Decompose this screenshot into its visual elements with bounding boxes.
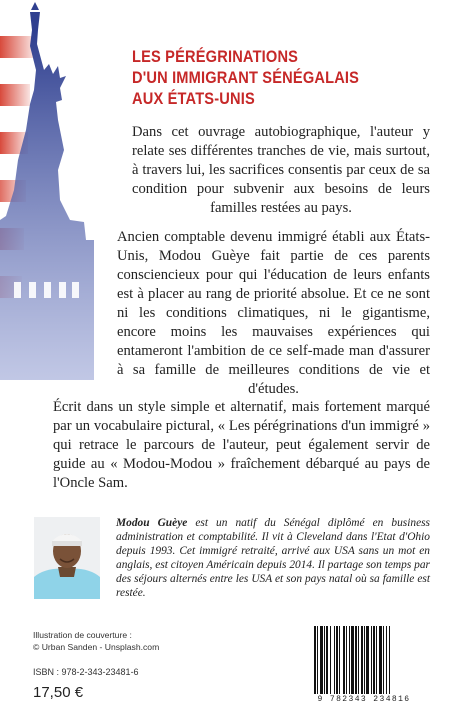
- barcode-bar: [324, 626, 325, 694]
- author-bio: [116, 516, 430, 600]
- barcode-bar: [317, 626, 318, 694]
- barcode-number: 9 782343 234816: [317, 695, 411, 704]
- barcode-bar: [358, 626, 359, 694]
- barcode-bar: [351, 626, 354, 694]
- barcode-bar: [373, 626, 375, 694]
- barcode-bar: [343, 626, 345, 694]
- statue-of-liberty-illustration: [0, 0, 110, 380]
- summary-paragraph-3: Écrit dans un style simple et alternatif, mais fortement marqué par un vocabulaire pictural, « Les pérégrinations d'un immigré » qui retrace le parcours de l'auteur, peut également servir de guide au « Modou-Modou » fraîchement débarqué au pays de l'Oncle Sam.: [53, 399, 430, 491]
- credit-line: © Urban Sanden - Unsplash.com: [33, 642, 160, 652]
- author-name: Modou Guèye: [116, 517, 188, 529]
- barcode-bar: [366, 626, 369, 694]
- barcode-bar: [334, 626, 335, 694]
- barcode-bar: [361, 626, 363, 694]
- author-bio-text: est un natif du Sénégal diplômé en business administration et comptabilité. Il vit à Cleveland dans l'Etat d'Ohio depuis 1993. Cet immigré retraité, arrivé aux USA sans un mot en anglais, est citoyen Américain depuis 2014. Il partage son temps par des séjours alternés entre les USA et son pays natal où sa famille est restée.: [116, 517, 430, 599]
- isbn-label: ISBN : 978-2-343-23481-6: [33, 667, 139, 677]
- summary-paragraph-2: Ancien comptable devenu immigré établi aux États-Unis, Modou Guèye fait partie de ces parents consciencieux pour qui l'éducation de leurs enfants est à placer au rang de priorité absolue. Et ce ne sont ni les conditions climatiques, ni le gigantisme, encore moins les mauvaises expériences qui entameront l'ambition de ce self-made man d'assurer à sa famille de meilleures conditions de vie et d'études.: [117, 229, 430, 397]
- barcode-bar: [389, 626, 390, 694]
- barcode-bar: [326, 626, 328, 694]
- barcode-bar: [314, 626, 316, 694]
- credit-line: Illustration de couverture :: [33, 630, 132, 640]
- book-title: [132, 46, 390, 109]
- illustration-credit: [33, 629, 159, 653]
- barcode-bar: [376, 626, 377, 694]
- title-line: AUX ÉTATS-UNIS: [132, 89, 255, 108]
- barcode-bar: [320, 626, 323, 694]
- barcode-bar: [379, 626, 382, 694]
- title-line: LES PÉRÉGRINATIONS: [132, 47, 299, 66]
- barcode-bar: [386, 626, 387, 694]
- barcode: [312, 626, 416, 696]
- barcode-bar: [346, 626, 347, 694]
- barcode-bar: [371, 626, 372, 694]
- title-line: D'UN IMMIGRANT SÉNÉGALAIS: [132, 68, 360, 87]
- summary-paragraph-1: Dans cet ouvrage autobiographique, l'auteur y relate ses différentes tranches de vie, mais surtout, à travers lui, les sacrifices consentis par ceux de sa condition pour subvenir aux besoins de leurs familles restées au pays.: [132, 124, 430, 216]
- barcode-bar: [349, 626, 350, 694]
- price-label: 17,50 €: [33, 684, 84, 701]
- barcode-bar: [383, 626, 384, 694]
- barcode-bar: [355, 626, 357, 694]
- barcode-bar: [364, 626, 365, 694]
- barcode-bar: [339, 626, 340, 694]
- author-portrait: [34, 517, 100, 599]
- barcode-bar: [336, 626, 338, 694]
- barcode-bar: [330, 626, 331, 694]
